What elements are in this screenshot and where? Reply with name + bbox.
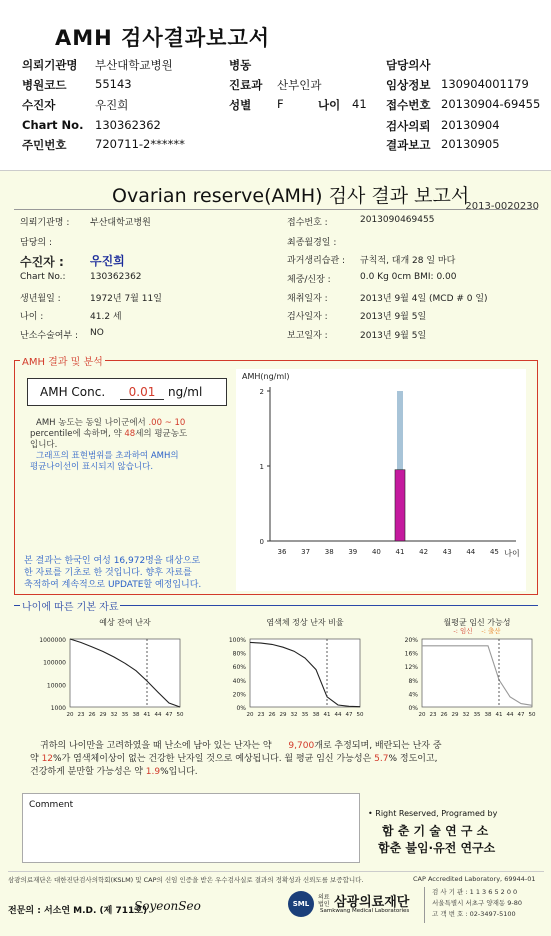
header-label: 임상정보 <box>386 78 431 92</box>
report-field-label: 보고일자 : <box>287 331 328 341</box>
header-value: 130904001179 <box>441 77 529 91</box>
mini-x-tick: 50 <box>528 712 536 718</box>
report-field-value: NO <box>90 328 104 338</box>
report-field-label: 검사일자 : <box>287 312 328 322</box>
header-value: 산부인과 <box>277 78 322 92</box>
mini-chart-title: 염색체 정상 난자 비율 <box>266 618 344 627</box>
mini-x-tick: 35 <box>473 712 481 718</box>
mini-x-tick: 29 <box>451 712 459 718</box>
footer-doctor: 전문의 : 서소연 M.D. (제 711호) <box>8 906 148 916</box>
header-label: 수진자 <box>22 98 56 112</box>
header-value: 20130905 <box>441 137 500 151</box>
amh-conc-unit: ng/ml <box>168 385 203 399</box>
mini-x-tick: 38 <box>312 712 320 718</box>
x-tick-label: 45 <box>489 548 499 556</box>
mini-chart-1 <box>39 617 184 718</box>
mini-x-tick: 44 <box>154 712 162 718</box>
x-axis-label: 나이 <box>504 549 520 558</box>
mini-x-tick: 38 <box>132 712 140 718</box>
report-field-value: 130362362 <box>90 272 142 282</box>
footer-notice: 삼광의료재단은 대한진단검사의학회(KSLM) 및 CAP의 신임 인증을 받은 우수검사실로 결과의 정확성과 신뢰도를 보증합니다. <box>8 876 364 884</box>
mini-x-tick: 32 <box>290 712 298 718</box>
report-field-label: 난소수술여부 : <box>20 331 79 341</box>
report-field-value: 2013090469455 <box>360 215 435 225</box>
mini-y-tick: 10000 <box>46 682 66 690</box>
ovarian-reserve-report <box>0 170 551 936</box>
mini-x-tick: 23 <box>429 712 437 718</box>
report-field-label: 최종월경일 : <box>287 238 337 248</box>
foundation-english: Samkwang Medical Laboratories <box>320 908 410 914</box>
legend-entry: -: 출산 <box>481 627 501 635</box>
mini-x-tick: 41 <box>495 712 503 718</box>
mini-charts <box>14 615 538 733</box>
mini-x-tick: 47 <box>517 712 525 718</box>
amh-section-label: AMH 결과 및 분석 <box>20 353 105 368</box>
report-field-value: 41.2 세 <box>90 312 122 322</box>
rights-text: • Right Reserved, Programed by <box>368 809 498 818</box>
mini-y-tick: 4% <box>408 691 418 699</box>
mini-y-tick: 0% <box>408 705 418 712</box>
footer-address: 서울특별시 서초구 양재동 9-80 <box>432 899 523 907</box>
data-source-note: 본 결과는 한국인 여성 16,972명을 대상으로 한 자료를 기초로 한 것입니다. 향후 자료를 축적하여 계속적으로 UPDATE할 예정입니다. <box>24 556 202 590</box>
amh-conc-label: AMH Conc. <box>40 385 106 399</box>
report-field-value: 우진희 <box>90 254 125 268</box>
report-title: Ovarian reserve(AMH) 검사 결과 보고서 <box>112 185 470 207</box>
foundation-small: 의료 법인 <box>318 894 330 908</box>
comment-box <box>22 793 360 863</box>
report-field-label: 나이 : <box>20 312 44 322</box>
age-value: 41 <box>352 97 367 111</box>
comment-label: Comment <box>29 800 74 810</box>
mini-chart-3 <box>405 617 536 718</box>
mini-x-tick: 44 <box>506 712 514 718</box>
x-tick-label: 40 <box>371 548 381 556</box>
mini-chart-title: 월평균 임신 가능성 <box>443 618 511 627</box>
report-field-label: 수진자 : <box>20 255 64 269</box>
report-field-label: 과거생리습관 : <box>287 256 346 266</box>
header-value: 20130904 <box>441 118 500 132</box>
header-value: 우진희 <box>95 98 129 112</box>
amh-value-bar <box>395 470 405 541</box>
header-label: 접수번호 <box>386 98 431 112</box>
mini-x-tick: 35 <box>121 712 129 718</box>
legend-entry: -: 임신 <box>453 627 473 635</box>
report-field-value: 부산대학교병원 <box>90 218 151 228</box>
mini-x-tick: 50 <box>356 712 364 718</box>
mini-x-tick: 32 <box>110 712 118 718</box>
amh-conc-box <box>27 378 227 406</box>
mini-x-tick: 29 <box>99 712 107 718</box>
x-tick-label: 39 <box>348 548 358 556</box>
mini-x-tick: 20 <box>418 712 426 718</box>
report-code: 2013-0020230 <box>465 201 539 212</box>
footer-vsep <box>424 887 425 923</box>
mini-y-tick: 12% <box>404 664 418 672</box>
y-tick-label: 0 <box>259 538 264 546</box>
header-label: Chart No. <box>22 118 84 132</box>
amh-conc-value: 0.01 <box>120 385 164 400</box>
report-field-label: 담당의 : <box>20 238 52 248</box>
mini-x-tick: 50 <box>176 712 184 718</box>
mini-x-tick: 26 <box>440 712 448 718</box>
mini-x-tick: 41 <box>143 712 151 718</box>
mini-charts-svg <box>14 615 538 733</box>
amh-range-bar <box>397 391 403 470</box>
mini-y-tick: 20% <box>232 691 246 699</box>
y-tick-label: 1 <box>259 463 264 471</box>
mini-plot-area <box>422 639 532 707</box>
report-field-value: 2013년 9월 4일 (MCD # 0 일) <box>360 294 488 304</box>
mini-chart-title: 예상 잔여 난자 <box>99 618 151 627</box>
mini-y-tick: 100000 <box>43 659 66 667</box>
mini-plot-area <box>250 639 360 707</box>
mini-y-tick: 1000 <box>50 705 66 712</box>
mini-y-tick: 100% <box>228 637 246 644</box>
header-value: 부산대학교병원 <box>95 58 173 72</box>
mini-x-tick: 38 <box>484 712 492 718</box>
basic-section-label: 나이에 따른 기본 자료 <box>20 598 120 613</box>
header-value: 720711-2****** <box>95 137 185 151</box>
header-label: 주민번호 <box>22 138 67 152</box>
mini-y-tick: 8% <box>408 677 418 685</box>
report-field-value: 2013년 9월 5일 <box>360 331 427 341</box>
header-label: 병원코드 <box>22 78 67 92</box>
mini-x-tick: 23 <box>257 712 265 718</box>
mini-x-tick: 41 <box>323 712 331 718</box>
mini-x-tick: 44 <box>334 712 342 718</box>
header-value: 130362362 <box>95 118 161 132</box>
title-divider <box>14 209 538 210</box>
mini-y-tick: 0% <box>236 705 246 712</box>
foundation-name: 삼광의료재단 <box>334 895 410 910</box>
x-tick-label: 44 <box>466 548 476 556</box>
report-field-label: 체중/신장 : <box>287 275 331 285</box>
footer-divider <box>8 871 544 872</box>
x-tick-label: 36 <box>277 548 287 556</box>
header-label: 의뢰기관명 <box>22 58 78 72</box>
mini-y-tick: 16% <box>404 650 418 658</box>
report-field-value: 2013년 9월 5일 <box>360 312 427 322</box>
mini-y-tick: 60% <box>232 664 246 672</box>
mini-x-tick: 20 <box>246 712 254 718</box>
doctor-signature: SoyeonSeo <box>134 899 201 913</box>
x-tick-label: 38 <box>324 548 334 556</box>
mini-x-tick: 35 <box>301 712 309 718</box>
report-field-label: 채취일자 : <box>287 294 328 304</box>
report-main-title: AMH 검사결과보고서 <box>55 26 271 50</box>
report-field-label: 접수번호 : <box>287 218 328 228</box>
report-field-label: Chart No.: <box>20 272 66 282</box>
mini-y-tick: 1000000 <box>39 637 66 644</box>
header-label: 진료과 <box>229 78 263 92</box>
footer-phone: 고 객 번 호 : 02-3497-5100 <box>432 910 516 918</box>
y-tick-label: 2 <box>259 388 264 396</box>
report-field-value: 0.0 Kg 0cm BMI: 0.00 <box>360 272 457 282</box>
basic-summary: 귀하의 나이만을 고려하였을 때 난소에 남아 있는 난자는 약 9,700개로 추정되며, 배란되는 난자 중 약 12%가 염색체이상이 없는 건강한 난자일 것으로 예상됩니다. 월 평균 임신 가능성은 5.7% 정도이고, 건강하게 분만할 가능성은 약 1.9%입니다. <box>30 741 442 777</box>
mini-y-tick: 20% <box>404 637 418 644</box>
header-label: 성별 <box>229 98 252 112</box>
sml-logo-icon: SML <box>288 891 314 917</box>
mini-y-tick: 40% <box>232 677 246 685</box>
mini-y-tick: 80% <box>232 650 246 658</box>
mini-x-tick: 23 <box>77 712 85 718</box>
x-tick-label: 37 <box>301 548 311 556</box>
x-tick-label: 43 <box>442 548 452 556</box>
x-tick-label: 42 <box>419 548 429 556</box>
age-label: 나이 <box>318 98 341 112</box>
mini-x-tick: 32 <box>462 712 470 718</box>
amh-age-chart <box>236 369 526 591</box>
y-axis-label: AMH(ng/ml) <box>242 372 290 381</box>
footer-cap: CAP Accredited Laboratory, 69944-01 <box>413 875 536 883</box>
mini-plot-area <box>70 639 180 707</box>
org-name-1: 함 춘 기 술 연 구 소 <box>382 824 489 838</box>
mini-x-tick: 29 <box>279 712 287 718</box>
mini-x-tick: 26 <box>88 712 96 718</box>
header-label: 병동 <box>229 58 252 72</box>
report-field-label: 의뢰기관명 : <box>20 218 70 228</box>
footer-reg: 검 사 기 관 : 1 1 3 6 5 2 0 0 <box>432 888 518 896</box>
mini-chart-2 <box>229 617 364 718</box>
org-name-2: 함춘 불임·유전 연구소 <box>378 841 496 855</box>
amh-description: AMH 농도는 동일 나이군에서 .00 ~ 10 percentile에 속하며, 약 48세의 평균농도 입니다. 그래프의 표현범위를 초과하여 AMH의 평균나이선이 표시되지 않습니다. <box>30 418 188 472</box>
header-value: 20130904-69455 <box>441 97 541 111</box>
mini-x-tick: 20 <box>66 712 74 718</box>
report-field-value: 규칙적, 대개 28 일 마다 <box>360 256 456 266</box>
header-label: 담당의사 <box>386 58 431 72</box>
x-tick-label: 41 <box>395 548 405 556</box>
header-label: 검사의뢰 <box>386 119 431 133</box>
mini-x-tick: 26 <box>268 712 276 718</box>
amh-chart-svg <box>236 369 526 591</box>
chart-background <box>236 369 526 591</box>
header-value: 55143 <box>95 77 132 91</box>
report-field-label: 생년월일 : <box>20 294 61 304</box>
mini-x-tick: 47 <box>345 712 353 718</box>
report-field-value: 1972년 7월 11일 <box>90 294 162 304</box>
header-value: F <box>277 97 284 111</box>
header-label: 결과보고 <box>386 138 431 152</box>
mini-x-tick: 47 <box>165 712 173 718</box>
